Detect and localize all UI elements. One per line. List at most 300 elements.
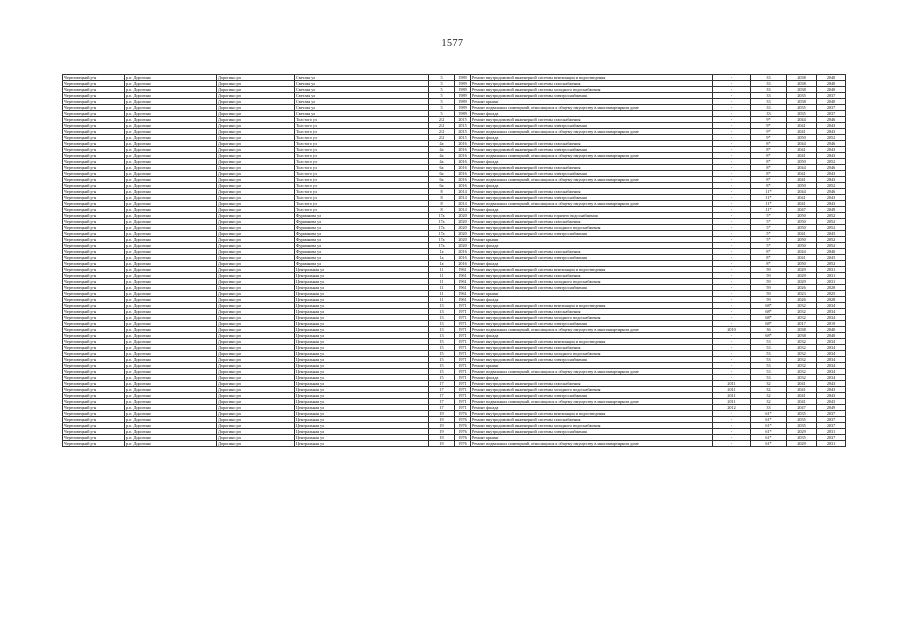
last-repair-year-cell: - — [713, 81, 751, 87]
settlement-cell: р.п. Дорогино — [125, 201, 217, 207]
plan-start-cell: 2032 — [787, 345, 817, 351]
repair-period-cell: 53 — [751, 351, 787, 357]
built-year-cell: 1971 — [455, 321, 471, 327]
last-repair-year-cell: - — [713, 315, 751, 321]
work-type-cell: Ремонт внутридомовой инженерной системы холодного водоснабжения — [471, 351, 713, 357]
locality-cell: Дорогино рп — [217, 333, 295, 339]
house-cell: 15 — [429, 345, 455, 351]
work-type-cell: Ремонт подвальных помещений, относящихся к общему имуществу в многоквартирном доме — [471, 369, 713, 375]
plan-start-cell: 2032 — [787, 303, 817, 309]
district-cell: Череповецкий р-н — [63, 285, 125, 291]
settlement-cell: р.п. Дорогино — [125, 147, 217, 153]
plan-end-cell: 2052 — [817, 225, 846, 231]
district-cell: Череповецкий р-н — [63, 225, 125, 231]
plan-start-cell: 2032 — [787, 375, 817, 381]
house-cell: 17а — [429, 231, 455, 237]
repair-period-cell: 59 — [751, 279, 787, 285]
settlement-cell: р.п. Дорогино — [125, 219, 217, 225]
plan-end-cell: 2034 — [817, 309, 846, 315]
last-repair-year-cell: - — [713, 285, 751, 291]
house-cell: 2/2 — [429, 123, 455, 129]
locality-cell: Дорогино рп — [217, 417, 295, 423]
street-cell: Центральная ул — [295, 345, 429, 351]
plan-end-cell: 2040 — [817, 87, 846, 93]
work-type-cell: Ремонт внутридомовой инженерной системы газоснабжения — [471, 381, 713, 387]
street-cell: Центральная ул — [295, 381, 429, 387]
built-year-cell: 1971 — [455, 393, 471, 399]
street-cell: Толстого ул — [295, 195, 429, 201]
settlement-cell: р.п. Дорогино — [125, 129, 217, 135]
settlement-cell: р.п. Дорогино — [125, 117, 217, 123]
plan-end-cell: 2052 — [817, 261, 846, 267]
last-repair-year-cell: - — [713, 111, 751, 117]
plan-end-cell: 2034 — [817, 345, 846, 351]
settlement-cell: р.п. Дорогино — [125, 207, 217, 213]
street-cell: Центральная ул — [295, 267, 429, 273]
built-year-cell: 1989 — [455, 111, 471, 117]
last-repair-year-cell: - — [713, 87, 751, 93]
house-cell: 2/2 — [429, 135, 455, 141]
locality-cell: Дорогино рп — [217, 219, 295, 225]
repair-period-cell: 33 — [751, 99, 787, 105]
plan-start-cell: 2029 — [787, 441, 817, 447]
street-cell: Толстого ул — [295, 165, 429, 171]
last-repair-year-cell: 2010 — [713, 327, 751, 333]
work-type-cell: Ремонт внутридомовой инженерной системы холодного водоснабжения — [471, 423, 713, 429]
plan-end-cell: 2028 — [817, 285, 846, 291]
built-year-cell: 1971 — [455, 405, 471, 411]
locality-cell: Дорогино рп — [217, 81, 295, 87]
repair-period-cell: 61* — [751, 435, 787, 441]
locality-cell: Дорогино рп — [217, 243, 295, 249]
repair-period-cell: 9* — [751, 123, 787, 129]
work-type-cell: Ремонт фасада — [471, 183, 713, 189]
table-body — [63, 75, 846, 447]
locality-cell: Дорогино рп — [217, 237, 295, 243]
street-cell: Толстого ул — [295, 129, 429, 135]
plan-start-cell: 2041 — [787, 399, 817, 405]
work-type-cell: Ремонт фасада — [471, 243, 713, 249]
work-type-cell: Ремонт крыши — [471, 291, 713, 297]
plan-end-cell: 2043 — [817, 381, 846, 387]
work-type-cell: Ремонт внутридомовой инженерной системы холодного водоснабжения — [471, 87, 713, 93]
locality-cell: Дорогино рп — [217, 363, 295, 369]
district-cell: Череповецкий р-н — [63, 165, 125, 171]
house-cell: 17 — [429, 393, 455, 399]
settlement-cell: р.п. Дорогино — [125, 375, 217, 381]
work-type-cell: Ремонт фасада — [471, 261, 713, 267]
plan-end-cell: 2037 — [817, 93, 846, 99]
plan-start-cell: 2044 — [787, 141, 817, 147]
last-repair-year-cell: - — [713, 201, 751, 207]
locality-cell: Дорогино рп — [217, 321, 295, 327]
repair-period-cell: 53 — [751, 339, 787, 345]
repair-period-cell: 68* — [751, 309, 787, 315]
locality-cell: Дорогино рп — [217, 87, 295, 93]
locality-cell: Дорогино рп — [217, 369, 295, 375]
plan-end-cell: 2052 — [817, 219, 846, 225]
plan-end-cell: 2043 — [817, 153, 846, 159]
settlement-cell: р.п. Дорогино — [125, 123, 217, 129]
built-year-cell: 2020 — [455, 219, 471, 225]
last-repair-year-cell: - — [713, 345, 751, 351]
house-cell: 11 — [429, 273, 455, 279]
plan-end-cell: 2040 — [817, 81, 846, 87]
house-cell: 5 — [429, 81, 455, 87]
last-repair-year-cell: - — [713, 291, 751, 297]
repair-period-cell: 5* — [751, 225, 787, 231]
plan-end-cell: 2037 — [817, 423, 846, 429]
plan-end-cell: 2037 — [817, 105, 846, 111]
plan-start-cell: 2026 — [787, 285, 817, 291]
last-repair-year-cell: - — [713, 441, 751, 447]
plan-start-cell: 2017 — [787, 321, 817, 327]
last-repair-year-cell: - — [713, 255, 751, 261]
last-repair-year-cell: - — [713, 123, 751, 129]
district-cell: Череповецкий р-н — [63, 345, 125, 351]
plan-start-cell: 2044 — [787, 249, 817, 255]
plan-end-cell: 2052 — [817, 159, 846, 165]
house-cell: 17а — [429, 213, 455, 219]
district-cell: Череповецкий р-н — [63, 87, 125, 93]
locality-cell: Дорогино рп — [217, 375, 295, 381]
locality-cell: Дорогино рп — [217, 339, 295, 345]
repair-schedule-table — [62, 74, 846, 447]
locality-cell: Дорогино рп — [217, 195, 295, 201]
district-cell: Череповецкий р-н — [63, 159, 125, 165]
built-year-cell: 2016 — [455, 183, 471, 189]
last-repair-year-cell: - — [713, 339, 751, 345]
work-type-cell: Ремонт внутридомовой инженерной системы вентиляции и водоотведения — [471, 411, 713, 417]
locality-cell: Дорогино рп — [217, 261, 295, 267]
plan-end-cell: 2040 — [817, 99, 846, 105]
district-cell: Череповецкий р-н — [63, 105, 125, 111]
district-cell: Череповецкий р-н — [63, 237, 125, 243]
settlement-cell: р.п. Дорогино — [125, 363, 217, 369]
district-cell: Череповецкий р-н — [63, 357, 125, 363]
settlement-cell: р.п. Дорогино — [125, 267, 217, 273]
street-cell: Центральная ул — [295, 375, 429, 381]
street-cell: Толстого ул — [295, 183, 429, 189]
built-year-cell: 1989 — [455, 75, 471, 81]
street-cell: Светлая ул — [295, 81, 429, 87]
street-cell: Толстого ул — [295, 123, 429, 129]
settlement-cell: р.п. Дорогино — [125, 351, 217, 357]
locality-cell: Дорогино рп — [217, 159, 295, 165]
repair-period-cell: 68* — [751, 333, 787, 339]
settlement-cell: р.п. Дорогино — [125, 75, 217, 81]
district-cell: Череповецкий р-н — [63, 441, 125, 447]
work-type-cell: Ремонт внутридомовой инженерной системы газоснабжения — [471, 117, 713, 123]
work-type-cell: Ремонт внутридомовой инженерной системы электроснабжения — [471, 285, 713, 291]
house-cell: 15 — [429, 339, 455, 345]
built-year-cell: 1971 — [455, 303, 471, 309]
repair-period-cell: 61* — [751, 429, 787, 435]
plan-start-cell: 2038 — [787, 99, 817, 105]
street-cell: Центральная ул — [295, 393, 429, 399]
settlement-cell: р.п. Дорогино — [125, 183, 217, 189]
built-year-cell: 1971 — [455, 381, 471, 387]
repair-period-cell: 8* — [751, 147, 787, 153]
district-cell: Череповецкий р-н — [63, 381, 125, 387]
plan-start-cell: 2050 — [787, 135, 817, 141]
last-repair-year-cell: - — [713, 267, 751, 273]
work-type-cell: Ремонт внутридомовой инженерной системы газоснабжения — [471, 219, 713, 225]
settlement-cell: р.п. Дорогино — [125, 333, 217, 339]
plan-end-cell: 2052 — [817, 237, 846, 243]
settlement-cell: р.п. Дорогино — [125, 255, 217, 261]
street-cell: Центральная ул — [295, 417, 429, 423]
plan-end-cell: 2034 — [817, 339, 846, 345]
plan-end-cell: 2031 — [817, 279, 846, 285]
work-type-cell: Ремонт подвальных помещений, относящихся к общему имуществу в многоквартирном доме — [471, 153, 713, 159]
settlement-cell: р.п. Дорогино — [125, 141, 217, 147]
street-cell: Фурманова ул — [295, 255, 429, 261]
repair-period-cell: 32 — [751, 381, 787, 387]
locality-cell: Дорогино рп — [217, 153, 295, 159]
work-type-cell: Ремонт внутридомовой инженерной системы холодного водоснабжения — [471, 387, 713, 393]
plan-start-cell: 2035 — [787, 111, 817, 117]
plan-start-cell: 2038 — [787, 333, 817, 339]
district-cell: Череповецкий р-н — [63, 201, 125, 207]
repair-period-cell: 8* — [751, 141, 787, 147]
house-cell: 15 — [429, 375, 455, 381]
street-cell: Фурманова ул — [295, 261, 429, 267]
street-cell: Толстого ул — [295, 177, 429, 183]
work-type-cell: Ремонт фасада — [471, 297, 713, 303]
plan-end-cell: 2028 — [817, 297, 846, 303]
plan-start-cell: 2047 — [787, 405, 817, 411]
settlement-cell: р.п. Дорогино — [125, 399, 217, 405]
locality-cell: Дорогино рп — [217, 279, 295, 285]
work-type-cell: Ремонт внутридомовой инженерной системы газоснабжения — [471, 273, 713, 279]
plan-start-cell: 2038 — [787, 81, 817, 87]
street-cell: Центральная ул — [295, 363, 429, 369]
plan-end-cell: 2049 — [817, 405, 846, 411]
work-type-cell: Ремонт внутридомовой инженерной системы газоснабжения — [471, 249, 713, 255]
district-cell: Череповецкий р-н — [63, 399, 125, 405]
locality-cell: Дорогино рп — [217, 165, 295, 171]
plan-end-cell: 2034 — [817, 303, 846, 309]
street-cell: Толстого ул — [295, 135, 429, 141]
last-repair-year-cell: - — [713, 363, 751, 369]
work-type-cell: Ремонт фасада — [471, 405, 713, 411]
street-cell: Центральная ул — [295, 333, 429, 339]
street-cell: Фурманова ул — [295, 219, 429, 225]
plan-end-cell: 2034 — [817, 375, 846, 381]
repair-period-cell: 11* — [751, 195, 787, 201]
house-cell: 4а — [429, 141, 455, 147]
plan-start-cell: 2044 — [787, 189, 817, 195]
built-year-cell: 1976 — [455, 411, 471, 417]
district-cell: Череповецкий р-н — [63, 213, 125, 219]
settlement-cell: р.п. Дорогино — [125, 159, 217, 165]
settlement-cell: р.п. Дорогино — [125, 285, 217, 291]
settlement-cell: р.п. Дорогино — [125, 357, 217, 363]
plan-end-cell: 2037 — [817, 411, 846, 417]
built-year-cell: 1961 — [455, 297, 471, 303]
street-cell: Центральная ул — [295, 279, 429, 285]
repair-period-cell: 5* — [751, 243, 787, 249]
last-repair-year-cell: - — [713, 369, 751, 375]
plan-start-cell: 2041 — [787, 387, 817, 393]
last-repair-year-cell: - — [713, 321, 751, 327]
district-cell: Череповецкий р-н — [63, 141, 125, 147]
street-cell: Фурманова ул — [295, 225, 429, 231]
last-repair-year-cell: - — [713, 129, 751, 135]
last-repair-year-cell: - — [713, 213, 751, 219]
street-cell: Светлая ул — [295, 99, 429, 105]
district-cell: Череповецкий р-н — [63, 261, 125, 267]
plan-end-cell: 2034 — [817, 315, 846, 321]
last-repair-year-cell: - — [713, 135, 751, 141]
locality-cell: Дорогино рп — [217, 123, 295, 129]
repair-period-cell: 68* — [751, 321, 787, 327]
built-year-cell: 2016 — [455, 255, 471, 261]
house-cell: 5 — [429, 87, 455, 93]
work-type-cell: Ремонт внутридомовой инженерной системы холодного водоснабжения — [471, 315, 713, 321]
house-cell: 17 — [429, 381, 455, 387]
last-repair-year-cell: - — [713, 309, 751, 315]
repair-period-cell: 36 — [751, 327, 787, 333]
house-cell: 6а — [429, 183, 455, 189]
district-cell: Череповецкий р-н — [63, 249, 125, 255]
plan-start-cell: 2029 — [787, 429, 817, 435]
work-type-cell: Ремонт внутридомовой инженерной системы электроснабжения — [471, 231, 713, 237]
district-cell: Череповецкий р-н — [63, 183, 125, 189]
locality-cell: Дорогино рп — [217, 99, 295, 105]
plan-end-cell: 2049 — [817, 207, 846, 213]
plan-end-cell: 2040 — [817, 333, 846, 339]
repair-period-cell: 59 — [751, 273, 787, 279]
house-cell: 6а — [429, 177, 455, 183]
plan-start-cell: 2041 — [787, 129, 817, 135]
street-cell: Центральная ул — [295, 339, 429, 345]
locality-cell: Дорогино рп — [217, 93, 295, 99]
last-repair-year-cell: - — [713, 357, 751, 363]
plan-end-cell: 2043 — [817, 231, 846, 237]
settlement-cell: р.п. Дорогино — [125, 153, 217, 159]
plan-end-cell: 2052 — [817, 135, 846, 141]
plan-start-cell: 2041 — [787, 147, 817, 153]
plan-end-cell: 2043 — [817, 171, 846, 177]
street-cell: Центральная ул — [295, 429, 429, 435]
repair-period-cell: 8* — [751, 183, 787, 189]
plan-end-cell: 2034 — [817, 357, 846, 363]
built-year-cell: 1971 — [455, 351, 471, 357]
street-cell: Центральная ул — [295, 327, 429, 333]
work-type-cell: Ремонт внутридомовой инженерной системы газоснабжения — [471, 81, 713, 87]
last-repair-year-cell: - — [713, 117, 751, 123]
house-cell: 8 — [429, 201, 455, 207]
plan-start-cell: 2041 — [787, 201, 817, 207]
locality-cell: Дорогино рп — [217, 297, 295, 303]
house-cell: 11 — [429, 291, 455, 297]
last-repair-year-cell: - — [713, 165, 751, 171]
house-cell: 13 — [429, 333, 455, 339]
district-cell: Череповецкий р-н — [63, 219, 125, 225]
built-year-cell: 2014 — [455, 207, 471, 213]
settlement-cell: р.п. Дорогино — [125, 99, 217, 105]
district-cell: Череповецкий р-н — [63, 369, 125, 375]
plan-start-cell: 2044 — [787, 165, 817, 171]
street-cell: Центральная ул — [295, 357, 429, 363]
street-cell: Толстого ул — [295, 201, 429, 207]
district-cell: Череповецкий р-н — [63, 147, 125, 153]
house-cell: 6а — [429, 171, 455, 177]
locality-cell: Дорогино рп — [217, 393, 295, 399]
district-cell: Череповецкий р-н — [63, 375, 125, 381]
house-cell: 15 — [429, 369, 455, 375]
repair-period-cell: 33 — [751, 75, 787, 81]
locality-cell: Дорогино рп — [217, 423, 295, 429]
repair-period-cell: 8* — [751, 165, 787, 171]
repair-period-cell: 59 — [751, 285, 787, 291]
district-cell: Череповецкий р-н — [63, 321, 125, 327]
built-year-cell: 1971 — [455, 369, 471, 375]
work-type-cell: Ремонт фасада — [471, 135, 713, 141]
repair-period-cell: 32 — [751, 387, 787, 393]
plan-start-cell: 2029 — [787, 273, 817, 279]
repair-period-cell: 9* — [751, 135, 787, 141]
built-year-cell: 2016 — [455, 171, 471, 177]
work-type-cell: Ремонт внутридомовой инженерной системы электроснабжения — [471, 357, 713, 363]
plan-end-cell: 2037 — [817, 435, 846, 441]
repair-period-cell: 11* — [751, 201, 787, 207]
work-type-cell: Ремонт внутридомовой инженерной системы газоснабжения — [471, 165, 713, 171]
built-year-cell: 1971 — [455, 357, 471, 363]
street-cell: Светлая ул — [295, 75, 429, 81]
repair-period-cell: 11* — [751, 207, 787, 213]
last-repair-year-cell: 2011 — [713, 393, 751, 399]
locality-cell: Дорогино рп — [217, 357, 295, 363]
last-repair-year-cell: - — [713, 417, 751, 423]
repair-period-cell: 59 — [751, 297, 787, 303]
street-cell: Центральная ул — [295, 435, 429, 441]
locality-cell: Дорогино рп — [217, 207, 295, 213]
locality-cell: Дорогино рп — [217, 177, 295, 183]
work-type-cell: Ремонт внутридомовой инженерной системы электроснабжения — [471, 393, 713, 399]
built-year-cell: 1976 — [455, 435, 471, 441]
house-cell: 17а — [429, 219, 455, 225]
plan-end-cell: 2043 — [817, 147, 846, 153]
settlement-cell: р.п. Дорогино — [125, 417, 217, 423]
work-type-cell: Ремонт крыши — [471, 99, 713, 105]
plan-start-cell: 2038 — [787, 327, 817, 333]
house-cell: 19 — [429, 417, 455, 423]
repair-period-cell: 8* — [751, 159, 787, 165]
locality-cell: Дорогино рп — [217, 315, 295, 321]
repair-period-cell: 61* — [751, 441, 787, 447]
settlement-cell: р.п. Дорогино — [125, 249, 217, 255]
repair-period-cell: 61* — [751, 423, 787, 429]
locality-cell: Дорогино рп — [217, 117, 295, 123]
plan-end-cell: 2031 — [817, 441, 846, 447]
locality-cell: Дорогино рп — [217, 435, 295, 441]
house-cell: 4а — [429, 153, 455, 159]
street-cell: Толстого ул — [295, 153, 429, 159]
street-cell: Центральная ул — [295, 405, 429, 411]
settlement-cell: р.п. Дорогино — [125, 279, 217, 285]
street-cell: Центральная ул — [295, 399, 429, 405]
built-year-cell: 2016 — [455, 165, 471, 171]
house-cell: 5 — [429, 93, 455, 99]
house-cell: 6а — [429, 165, 455, 171]
settlement-cell: р.п. Дорогино — [125, 105, 217, 111]
house-cell: 15 — [429, 363, 455, 369]
plan-end-cell: 2031 — [817, 429, 846, 435]
locality-cell: Дорогино рп — [217, 111, 295, 117]
